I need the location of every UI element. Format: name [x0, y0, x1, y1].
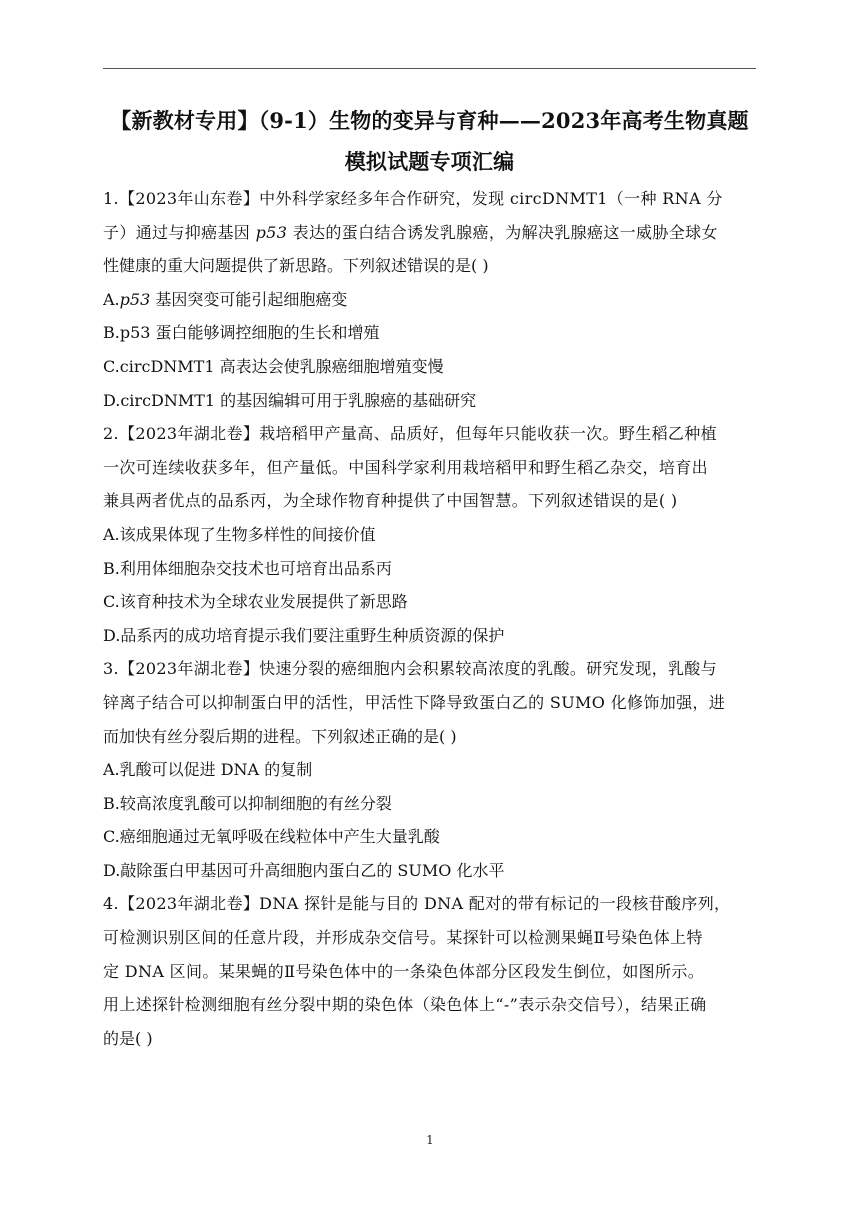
document-title-continued: 模拟试题专项汇编 [344, 149, 515, 174]
question-1-option-d: D.circDNMT1 的基因编辑可用于乳腺癌的基础研究 [103, 390, 477, 410]
question-2-option-b: B.利用体细胞杂交技术也可培育出品系丙 [103, 558, 392, 578]
question-1-stem-line: 性健康的重大问题提供了新思路。下列叙述错误的是( ) [103, 256, 489, 276]
question-2-stem-line: 2.【2023年湖北卷】栽培稻甲产量高、品质好，但每年只能收获一次。野生稻乙种植 [103, 424, 717, 444]
question-3-option-c: C.癌细胞通过无氧呼吸在线粒体中产生大量乳酸 [103, 827, 440, 847]
question-4-stem-line: 可检测识别区间的任意片段，并形成杂交信号。某探针可以检测果蝇Ⅱ号染色体上特 [103, 928, 703, 948]
question-2-option-c: C.该育种技术为全球农业发展提供了新思路 [103, 592, 408, 612]
question-4-stem-line: 4.【2023年湖北卷】DNA 探针是能与目的 DNA 配对的带有标记的一段核苷酸序列， [103, 894, 731, 914]
header-rule [103, 68, 756, 69]
question-1-option-a: A.p53 基因突变可能引起细胞癌变 [103, 289, 348, 309]
question-4-stem-line: 定 DNA 区间。某果蝇的Ⅱ号染色体中的一条染色体部分区段发生倒位，如图所示。 [103, 961, 705, 981]
question-1-stem-line: 子）通过与抑癌基因 p53 表达的蛋白结合诱发乳腺癌，为解决乳腺癌这一威胁全球女 [103, 222, 718, 242]
page-number: 1 [426, 1133, 434, 1147]
question-4-stem-line: 用上述探针检测细胞有丝分裂中期的染色体（染色体上“-”表示杂交信号），结果正确 [103, 995, 707, 1015]
question-3-stem-line: 锌离子结合可以抑制蛋白甲的活性，甲活性下降导致蛋白乙的 SUMO 化修饰加强，进 [103, 692, 726, 712]
question-1 [103, 182, 756, 417]
question-1-option-b: B.p53 蛋白能够调控细胞的生长和增殖 [103, 323, 380, 343]
question-1-stem-line: 1.【2023年山东卷】中外科学家经多年合作研究，发现 circDNMT1（一种 RNA 分 [103, 189, 723, 208]
question-4 [103, 887, 756, 1055]
question-4-stem-line: 的是( ) [103, 1028, 153, 1048]
question-3 [103, 652, 756, 887]
question-3-option-a: A.乳酸可以促进 DNA 的复制 [103, 760, 313, 780]
question-2-option-d: D.品系丙的成功培育提示我们要注重野生种质资源的保护 [103, 625, 505, 645]
question-2-stem-line: 一次可连续收获多年，但产量低。中国科学家利用栽培稻甲和野生稻乙杂交，培育出 [103, 457, 708, 477]
question-2-option-a: A.该成果体现了生物多样性的间接价值 [103, 524, 376, 544]
question-3-stem-line: 而加快有丝分裂后期的进程。下列叙述正确的是( ) [103, 726, 457, 746]
question-2 [103, 417, 756, 652]
question-3-stem-line: 3.【2023年湖北卷】快速分裂的癌细胞内会积累较高浓度的乳酸。研究发现，乳酸与 [103, 659, 717, 679]
document-title: 【新教材专用】（9-1）生物的变异与育种——2023年高考生物真题 [110, 108, 749, 133]
question-2-stem-line: 兼具两者优点的品系丙，为全球作物育种提供了中国智慧。下列叙述错误的是( ) [103, 491, 678, 511]
question-list [103, 182, 756, 1055]
question-3-option-d: D.敲除蛋白甲基因可升高细胞内蛋白乙的 SUMO 化水平 [103, 860, 505, 880]
question-3-option-b: B.较高浓度乳酸可以抑制细胞的有丝分裂 [103, 793, 392, 813]
question-1-option-c: C.circDNMT1 高表达会使乳腺癌细胞增殖变慢 [103, 356, 444, 376]
